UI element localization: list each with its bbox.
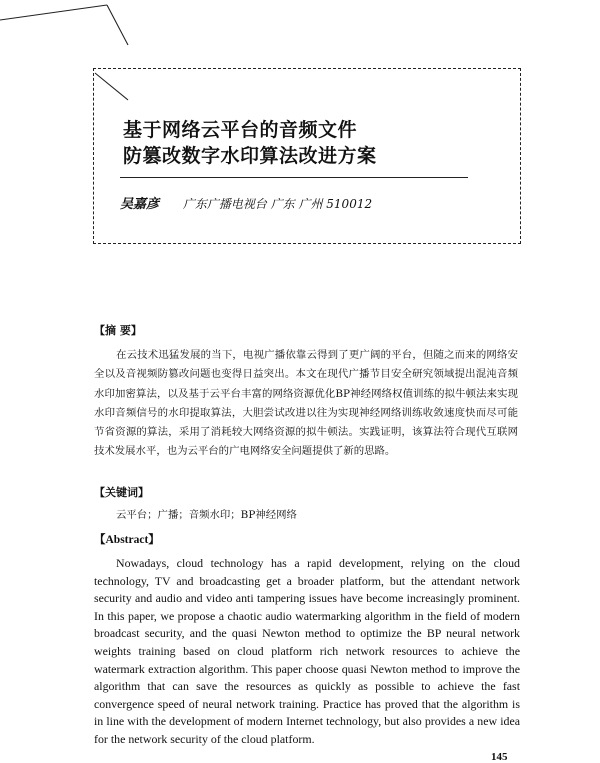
abstract-cn-text: 在云技术迅猛发展的当下，电视广播依靠云得到了更广阔的平台，但随之而来的网络安全以及音视频防篡改问题也变得日益突出。本文在现代广播节目安全研究领域提出混沌音频水印加密算法，以及基于云平台丰富的网络资源优化BP神经网络权值训练的拟牛顿法来实现水印音频信号的水印提取算法，大胆尝试改进以往为实现神经网络训练收敛速度快而尽可能节省资源的算法，采用了消耗较大网络资源的拟牛顿法。实践证明，该算法符合现代互联网技术发展水平，也为云平台的广电网络安全问题提供了新的思路。 [94, 349, 518, 458]
byline [120, 193, 372, 212]
abstract-cn-heading: 【摘 要】 [94, 324, 142, 337]
author-name: 吴嘉彦 [120, 197, 160, 212]
title-rule [120, 177, 468, 178]
keywords-heading: 【关键词】 [94, 486, 149, 499]
page-number: 145 [491, 751, 508, 763]
abstract-en-heading: 【Abstract】 [94, 534, 160, 546]
article-title [123, 117, 377, 169]
author-affiliation: 广东广播电视台 广东 广州 510012 [182, 197, 373, 211]
abstract-en-text: Nowadays, cloud technology has a rapid development, relying on the cloud technology, TV and broadcasting get a broader platform, but the attendant network security and audio and video anti tampering issues have become increasingly prominent. In this paper, we propose a chaotic audio watermarking algorithm in the field of modern broadcast security, and the quasi Newton method to optimize the BP neural network weights training based on cloud platform rich network resources to achieve the watermark extraction algorithm. This paper choose quasi Newton method to improve the algorithm that can save the resources as quickly as possible to achieve the fast convergence speed of neural network training. Practice has proved that the algorithm is in line with the development of modern Internet technology, but also provides a new idea for the network security of the cloud platform. [94, 556, 520, 746]
title-line-2: 防篡改数字水印算法改进方案 [123, 145, 377, 167]
title-line-1: 基于网络云平台的音频文件 [123, 119, 358, 141]
keywords-text: 云平台；广播；音频水印；BP神经网络 [116, 509, 297, 521]
